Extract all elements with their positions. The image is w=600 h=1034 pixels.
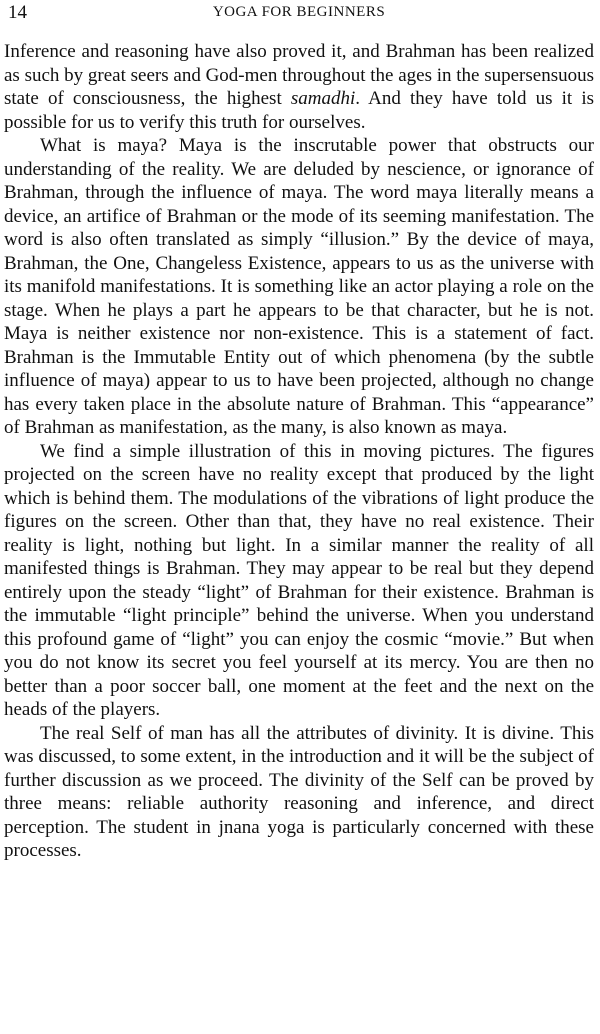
paragraph-4: The real Self of man has all the attributes of divinity. It is divine. This was discussed, to some extent, in the introduction and it will be the subject of further discussion as we proceed. The divinity of the Self can be proved by three means: reliable authority reasoning and inference, and direct perception. The student in jnana yoga is particularly concerned with these processes.	[4, 722, 594, 861]
body-text	[4, 40, 594, 863]
paragraph-2: What is maya? Maya is the inscrutable power that obstructs our understanding of the reality. We are deluded by nescience, or ignorance of Brahman, through the influence of maya. The word maya literally means a device, an artifice of Brahman or the mode of its seeming manifestation. The word is also often translated as simply “illusion.” By the device of maya, Brahman, the One, Changeless Existence, appears to us as the universe with its manifold manifestations. It is something like an actor playing a role on the stage. When he plays a part he appears to be that character, but he is not. Maya is neither existence nor non-existence. This is a statement of fact. Brahman is the Immutable Entity out of which phenomena (by the subtle influence of maya) appear to us to have been projected, although no change has every taken place in the absolute nature of Brahman. This “appearance” of Brahman as manifestation, as the many, is also known as maya.	[4, 135, 594, 438]
paragraph-1-text-after: . And they have told us it is possible for us to verify this truth for ourselves.	[4, 88, 595, 133]
samadhi-emphasis: samadhi	[290, 88, 356, 109]
running-title: YOGA FOR BEGINNERS	[212, 4, 386, 20]
paragraph-3: We find a simple illustration of this in moving pictures. The figures projected on the screen have no reality except that produced by the light which is behind them. The modulations of the vibrations of light produce the figures on the screen. Other than that, they have no real existence. Their reality is light, nothing but light. In a similar manner the reality of all manifested things is Brahman. They may appear to be real but they depend entirely upon the steady “light” of Brahman for their existence. Brahman is the immutable “light principle” behind the universe. When you understand this profound game of “light” you can enjoy the cosmic “movie.” But when you do not know its secret you feel yourself at its mercy. You are then no better than a poor soccer ball, one moment at the feet and the next on the heads of the players.	[4, 440, 594, 720]
page-header	[4, 0, 594, 40]
page-number: 14	[8, 2, 27, 23]
paragraph-1-text-before: Inference and reasoning have also proved it, and Brahman has been realized as such by great seers and God-men throughout the ages in the supersensuous state of consciousness, the highest	[4, 41, 594, 109]
paragraph-1	[4, 40, 594, 134]
